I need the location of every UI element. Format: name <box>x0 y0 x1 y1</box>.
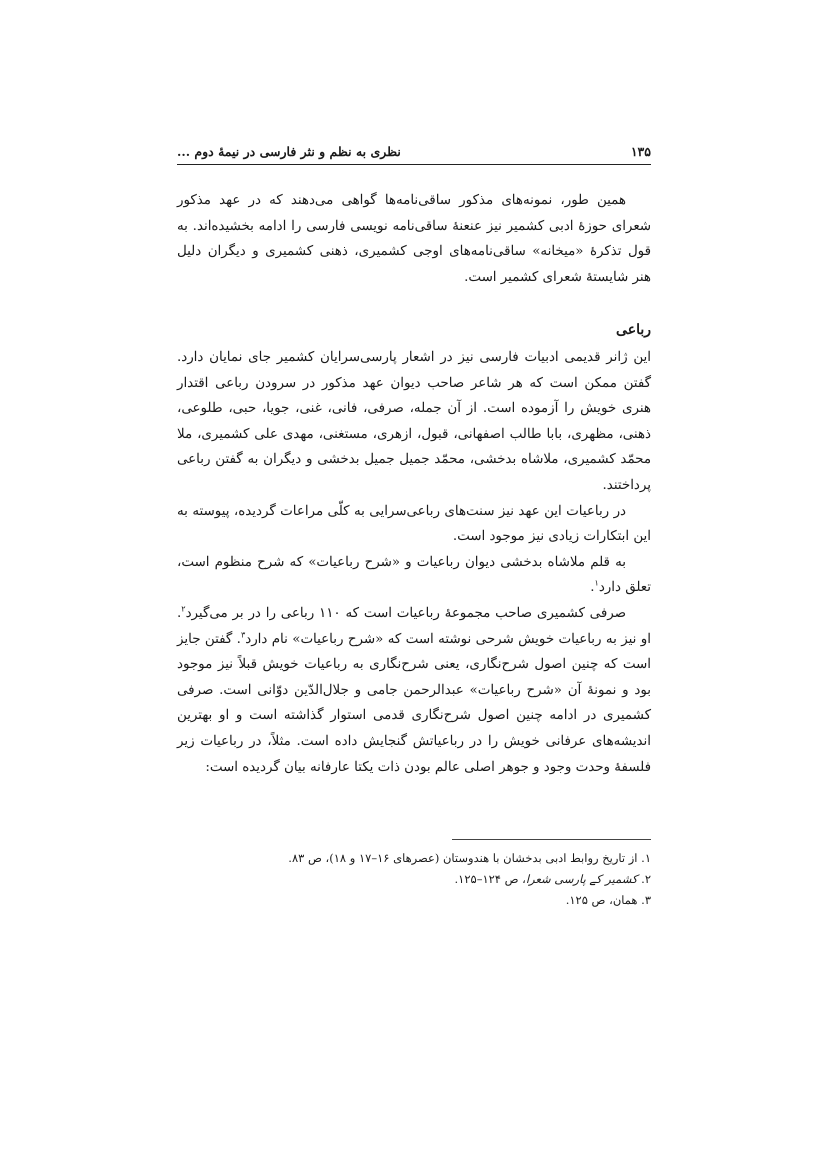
running-title: نظری به نظم و نثر فارسی در نیمهٔ دوم ... <box>177 144 401 159</box>
footnote-divider <box>452 839 651 840</box>
paragraph-2: در رباعیات این عهد نیز سنت‌های رباعی‌سرایی به کلّی مراعات گردیده، پیوسته به این ابتکارات زیادی نیز موجود است. <box>177 503 651 545</box>
section-body <box>177 345 651 780</box>
footnote-2-rest: ، ص ۱۲۴–۱۲۵. <box>454 872 526 886</box>
footnote-2-number: ۲. <box>637 872 651 886</box>
footnote-ref-3[interactable]: ۳ <box>240 630 246 640</box>
footnote-2-title: کشمیر کے پارسی شعرا <box>525 872 638 886</box>
page-number: ۱۳۵ <box>630 144 651 159</box>
intro-paragraph-block <box>177 188 651 290</box>
running-header <box>177 138 651 165</box>
footnotes <box>177 848 651 911</box>
paragraph-4-part-b: . او نیز به رباعیات خویش شرحی نوشته است که «شرح رباعیات» نام دارد <box>177 605 651 647</box>
paragraph-1: این ژانر قدیمی ادبیات فارسی نیز در اشعار پارسی‌سرایان کشمیر جای نمایان دارد. گفتن ممکن است که هر شاعر صاحب دیوان عهد مذکور در سرودن رباعی اقتدار هنری خویش را آزموده است. از آن جمله، صرفی، فانی، غنی، جویا، حبی، طلوعی، ذهنی، مظهری، بابا طالب اصفهانی، قبول، ازهری، مستغنی، مهدی علی کشمیری، ملا محمّد کشمیری، ملاشاه بدخشی، محمّد جمیل جمیل بدخشی و دیگران به گفتن رباعی پرداختند. <box>177 350 651 493</box>
footnote-ref-1[interactable]: ۱ <box>594 578 599 588</box>
intro-paragraph: همین طور، نمونه‌های مذکور ساقی‌نامه‌ها گواهی می‌دهند که در عهد مذکور شعرای حوزهٔ ادبی کشمیر نیز عنعنهٔ ساقی‌نامه نویسی فارسی را ادامه بخشیده‌اند. به قول تذکرهٔ «میخانه» ساقی‌نامه‌های اوجی کشمیری، ذهنی کشمیری و دیگران دلیل هنر شایستهٔ شعرای کشمیر است. <box>177 193 651 285</box>
paragraph-4 <box>177 601 651 780</box>
paragraph-3-text: به قلم ملاشاه بدخشی دیوان رباعیات و «شرح رباعیات» که شرح منظوم است، تعلق دارد <box>177 554 651 596</box>
footnote-ref-2[interactable]: ۲ <box>181 604 186 614</box>
footnote-1: ۱. از تاریخ روابط ادبی بدخشان با هندوستان (عصرهای ۱۶–۱۷ و ۱۸)، ص ۸۳. <box>288 851 651 865</box>
paragraph-4-part-c: . گفتن جایز است که چنین اصول شرح‌نگاری، یعنی شرح‌نگاری به رباعیات خویش قبلاً نیز موجود بود و نمونهٔ آن «شرح رباعیات» عبدالرحمن جامی و جلال‌الدّین دوّانی است. صرفی کشمیری در ادامه چنین اصول شرح‌نگاری قدمی استوار گذاشته است و او بهترین اندیشه‌های عرفانی خویش را در رباعیاتش گنجایش داده است. مثلاً، در رباعیات زیر فلسفهٔ وحدت وجود و جوهر اصلی عالم بودن ذات یکتا عارفانه بیان گردیده است: <box>177 631 651 775</box>
paragraph-3: به قلم ملاشاه بدخشی دیوان رباعیات و «شرح رباعیات» که شرح منظوم است، تعلق دارد$^۱$. <box>177 554 651 596</box>
footnote-2 <box>177 869 651 890</box>
paragraph-4-part-a: صرفی کشمیری صاحب مجموعهٔ رباعیات است که ۱۱۰ رباعی را در بر می‌گیرد <box>185 605 626 621</box>
footnote-3: ۳. همان، ص ۱۲۵. <box>565 893 651 907</box>
section-heading: رباعی <box>616 322 651 338</box>
